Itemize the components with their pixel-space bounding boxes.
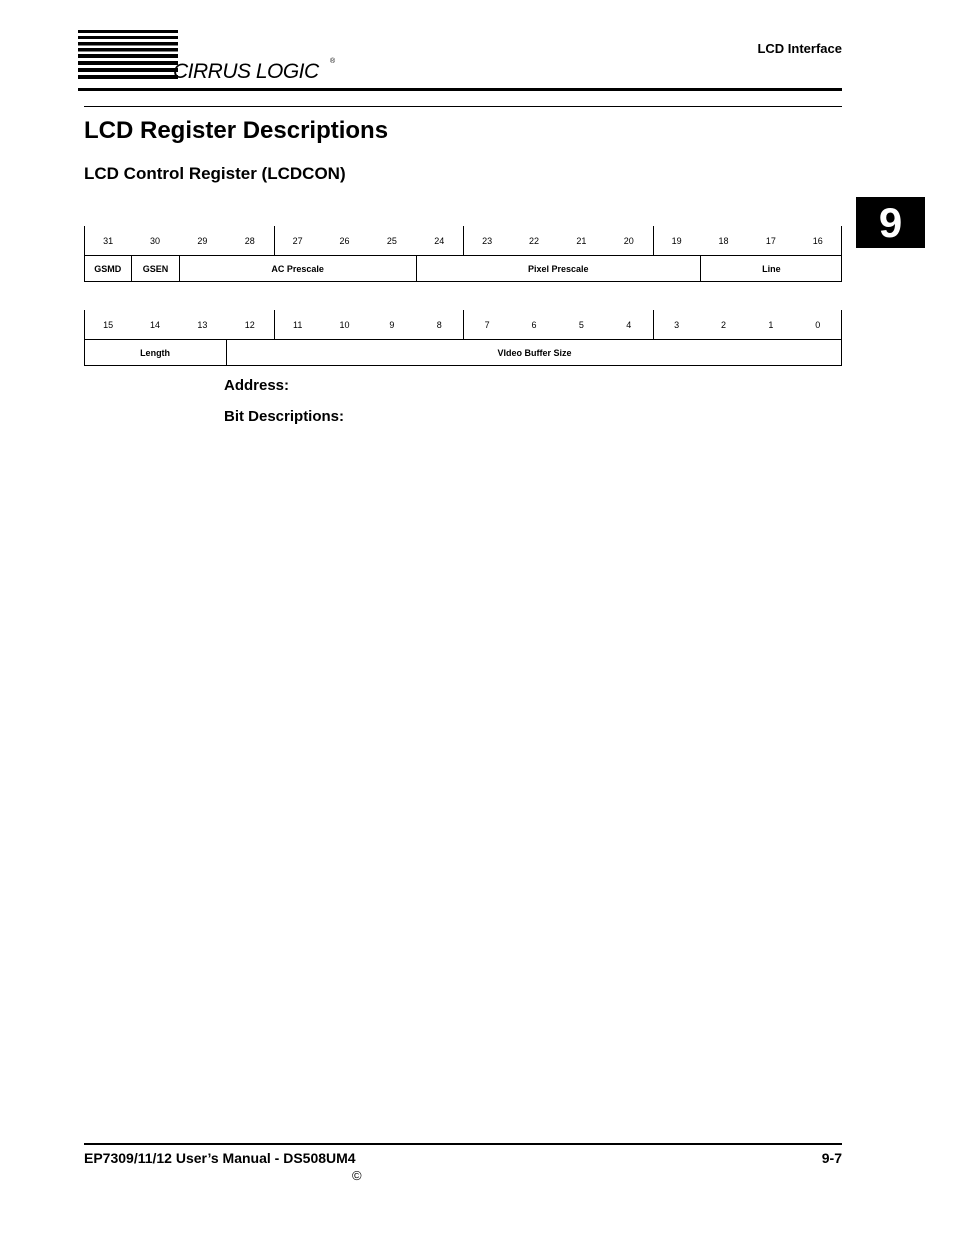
- bit-fields-row: [84, 255, 842, 282]
- bit-number: 21: [576, 235, 587, 246]
- bit-number: 27: [274, 226, 321, 255]
- bit-number: 30: [150, 235, 161, 246]
- bit-number: 6: [531, 319, 537, 330]
- register-field: GSMD: [94, 263, 122, 274]
- bit-number: 16: [795, 226, 842, 255]
- register-field: Length: [140, 347, 171, 358]
- bit-number: 10: [339, 319, 350, 330]
- bit-number: 31: [84, 226, 131, 255]
- page-title: LCD Register Descriptions: [84, 117, 389, 144]
- address-label: Address:: [224, 377, 290, 394]
- bit-number: 7: [463, 310, 510, 339]
- registered-mark: ®: [330, 58, 336, 65]
- header-subrule: [84, 106, 842, 107]
- bit-number: 18: [718, 235, 729, 246]
- bit-number: 0: [795, 310, 842, 339]
- bit-number: 20: [623, 235, 634, 246]
- register-diagram-low: [84, 310, 842, 366]
- header-rule: [78, 88, 842, 91]
- bit-fields-row: [84, 339, 842, 366]
- page-number: 9-7: [821, 1150, 842, 1166]
- bit-number: 9: [389, 319, 395, 330]
- register-field: GSEN: [131, 256, 178, 281]
- register-field: VIdeo Buffer Size: [226, 340, 842, 365]
- bit-number: 2: [721, 319, 727, 330]
- bit-number: 17: [765, 235, 776, 246]
- copyright-mark: ©: [352, 1168, 362, 1183]
- chapter-tab: 9: [856, 197, 925, 248]
- manual-title: EP7309/11/12 User’s Manual - DS508UM4: [84, 1150, 356, 1166]
- bit-number: 12: [244, 319, 255, 330]
- register-diagram-high: [84, 226, 842, 282]
- bit-number: 15: [84, 310, 131, 339]
- register-field: AC Prescale: [179, 256, 416, 281]
- bit-number: 11: [274, 310, 321, 339]
- bit-number: 4: [626, 319, 632, 330]
- bit-number: 3: [653, 310, 700, 339]
- section-name: LCD Interface: [757, 41, 842, 56]
- logo-mark-icon: [78, 28, 188, 86]
- bit-number: 22: [529, 235, 540, 246]
- bit-number: 25: [386, 235, 397, 246]
- bit-number: 23: [463, 226, 510, 255]
- bit-number: 5: [578, 319, 584, 330]
- logo-text: CIRRUS LOGIC: [173, 60, 319, 83]
- bit-number: 26: [339, 235, 350, 246]
- footer-rule: [84, 1143, 842, 1145]
- bit-numbers-row: [84, 310, 842, 339]
- bit-descriptions-label: Bit Descriptions:: [224, 408, 345, 425]
- cirrus-logic-logo: [78, 28, 338, 86]
- register-field: Line: [700, 256, 842, 281]
- bit-number: 19: [653, 226, 700, 255]
- bit-number: 14: [150, 319, 161, 330]
- bit-number: 8: [436, 319, 442, 330]
- bit-number: 1: [768, 319, 774, 330]
- bit-number: 29: [197, 235, 208, 246]
- bit-number: 28: [244, 235, 255, 246]
- register-field: Pixel Prescale: [416, 256, 700, 281]
- bit-numbers-row: [84, 226, 842, 255]
- bit-number: 24: [434, 235, 445, 246]
- bit-number: 13: [197, 319, 208, 330]
- register-title: LCD Control Register (LCDCON): [84, 164, 346, 183]
